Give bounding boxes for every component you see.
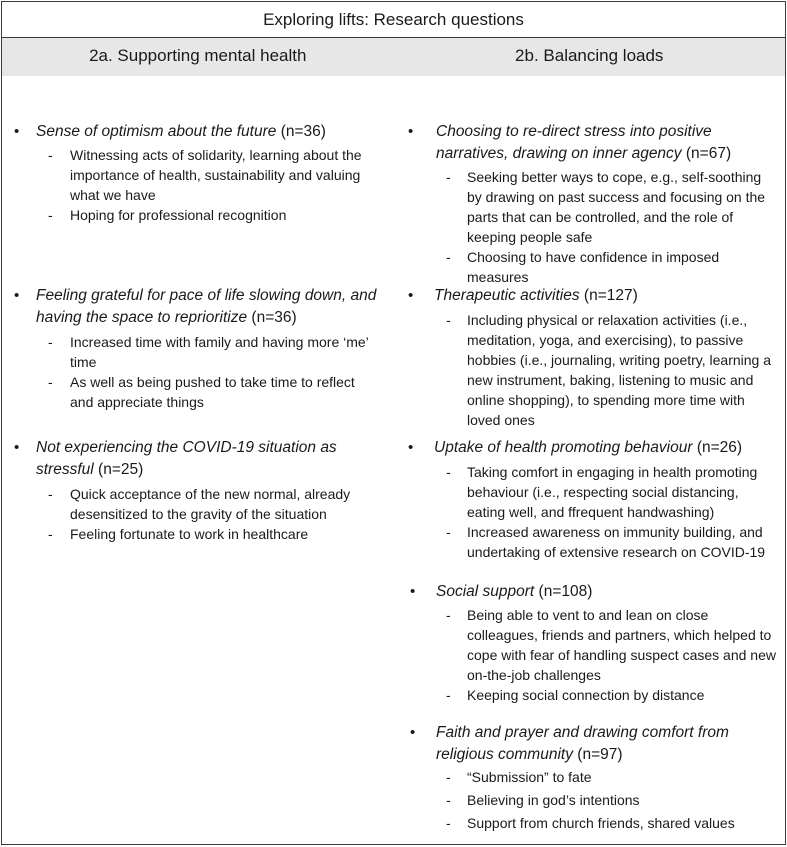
bullet-icon: • (408, 287, 414, 304)
item-heading: Uptake of health promoting behaviour (n=26) (434, 439, 743, 456)
sub-item: Feeling fortunate to work in healthcare (70, 526, 309, 542)
dash-icon: - (446, 312, 451, 328)
dash-icon: - (446, 169, 451, 185)
bullet-icon: • (408, 123, 414, 140)
sub-item: Believing in god’s intentions (467, 792, 640, 808)
dash-icon: - (48, 147, 53, 163)
column-headers (2, 38, 785, 76)
item-heading: Therapeutic activities (n=127) (434, 287, 638, 304)
dash-icon: - (446, 769, 451, 785)
dash-icon: - (446, 687, 451, 703)
item-heading: Not experiencing the COVID-19 situation as stressful (n=25) (36, 439, 337, 478)
bullet-icon: • (410, 724, 416, 741)
sub-item: Witnessing acts of solidarity, learning about the importance of health, sustainability and valuing what we have (70, 147, 362, 203)
item-heading: Faith and prayer and drawing comfort from religious community (n=97) (436, 724, 729, 763)
dash-icon: - (48, 207, 53, 223)
sub-item: Keeping social connection by distance (467, 687, 705, 703)
dash-icon: - (446, 815, 451, 831)
research-questions-table (1, 1, 786, 845)
bullet-icon: • (14, 287, 20, 304)
sub-item: Taking comfort in engaging in health promoting behaviour (i.e., respecting social distancing, eating well, and ffrequent handwashing) (467, 464, 758, 520)
sub-item: Being able to vent to and lean on close colleagues, friends and partners, which helped to cope with fear of handling suspect cases and new on-the-job challenges (467, 607, 776, 683)
sub-item: “Submission” to fate (467, 769, 592, 785)
sub-item: Hoping for professional recognition (70, 207, 287, 223)
bullet-icon: • (14, 123, 20, 140)
dash-icon: - (446, 524, 451, 540)
sub-item: Choosing to have confidence in imposed measures (467, 249, 720, 285)
item-heading: Feeling grateful for pace of life slowing down, and having the space to reprioritize (n=36) (36, 287, 377, 326)
sub-item: Quick acceptance of the new normal, already desensitized to the gravity of the situation (70, 486, 351, 522)
dash-icon: - (48, 334, 53, 350)
column-header-supporting-mental-health: 2a. Supporting mental health (89, 46, 307, 65)
item-heading: Choosing to re-direct stress into positive narratives, drawing on inner agency (n=67) (436, 123, 732, 162)
bullet-icon: • (410, 583, 416, 600)
dash-icon: - (446, 792, 451, 808)
item-heading: Sense of optimism about the future (n=36) (36, 123, 326, 140)
dash-icon: - (446, 607, 451, 623)
sub-item: Increased time with family and having more ‘me’ time (70, 334, 369, 370)
bullet-icon: • (408, 439, 414, 456)
sub-item: Including physical or relaxation activities (i.e., meditation, yoga, and exercising), to passive hobbies (i.e., journaling, writing poetry, learning a new instrument, baking, listening to music and online shopping), to spending more time with loved ones (467, 312, 772, 428)
item-heading: Social support (n=108) (436, 583, 593, 600)
bullet-icon: • (14, 439, 20, 456)
dash-icon: - (446, 464, 451, 480)
sub-item: Seeking better ways to cope, e.g., self-soothing by drawing on past success and focusing on the parts that can be controlled, and the role of keeping people safe (467, 169, 766, 245)
sub-item: Increased awareness on immunity building, and undertaking of extensive research on COVID-19 (467, 524, 766, 560)
column-header-balancing-loads: 2b. Balancing loads (515, 46, 664, 65)
table-title: Exploring lifts: Research questions (2, 2, 785, 38)
sub-item: Support from church friends, shared values (467, 815, 735, 831)
dash-icon: - (48, 526, 53, 542)
dash-icon: - (446, 249, 451, 265)
sub-item: As well as being pushed to take time to reflect and appreciate things (70, 374, 355, 410)
dash-icon: - (48, 486, 53, 502)
dash-icon: - (48, 374, 53, 390)
